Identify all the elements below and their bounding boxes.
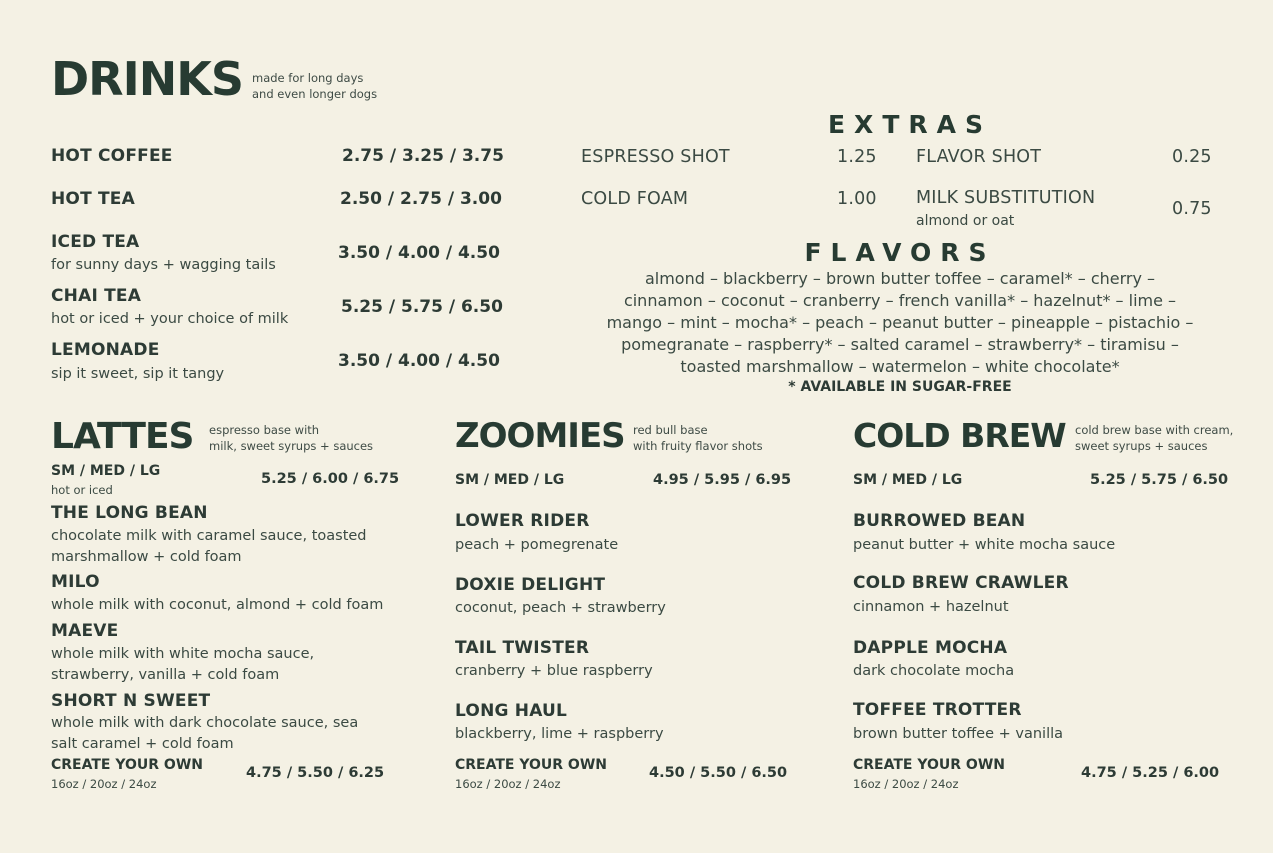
menu-item-name: DAPPLE MOCHA [853, 638, 1008, 658]
menu-item-price: 5.25 / 5.75 / 6.50 [341, 297, 503, 317]
section-price: 5.25 / 6.00 / 6.75 [261, 471, 400, 487]
coldbrew-title: COLD BREW [853, 416, 1066, 455]
menu-item-desc: coconut, peach + strawberry [455, 600, 666, 616]
menu-item-desc: peanut butter + white mocha sauce [853, 537, 1116, 553]
menu-item-name: HOT TEA [51, 189, 135, 209]
create-your-own-label: CREATE YOUR OWN [853, 757, 1005, 773]
tagline-line: cold brew base with cream, [1075, 423, 1234, 437]
menu-item-desc: whole milk with coconut, almond + cold foam [51, 597, 384, 613]
menu-item-desc: hot or iced + your choice of milk [51, 311, 289, 327]
desc-line: salt caramel + cold foam [51, 736, 234, 752]
extra-price: 0.25 [1172, 147, 1212, 167]
size-label: SM / MED / LG [455, 472, 565, 488]
extra-note: almond or oat [916, 213, 1015, 229]
section-price: 5.25 / 5.75 / 6.50 [1090, 472, 1229, 488]
tagline-line: espresso base with [209, 423, 320, 437]
create-your-own-label: CREATE YOUR OWN [51, 757, 203, 773]
menu-item-name: THE LONG BEAN [51, 503, 208, 523]
extra-price: 0.75 [1172, 199, 1212, 219]
flavors-line: almond – blackberry – brown butter toffee – caramel* – cherry – [644, 269, 1156, 288]
create-your-own-sizes: 16oz / 20oz / 24oz [51, 777, 157, 791]
create-your-own-label: CREATE YOUR OWN [455, 757, 607, 773]
flavors-list [560, 268, 1240, 378]
tagline-line: red bull base [633, 423, 708, 437]
desc-line: whole milk with white mocha sauce, [51, 646, 315, 662]
desc-line: whole milk with dark chocolate sauce, sea [51, 715, 359, 731]
menu-item-name: LONG HAUL [455, 701, 568, 721]
menu-item-desc: blackberry, lime + raspberry [455, 726, 664, 742]
size-label: SM / MED / LG [51, 463, 161, 479]
coldbrew-tagline [1075, 422, 1233, 454]
create-your-own-sizes: 16oz / 20oz / 24oz [455, 777, 561, 791]
menu-item-name: CHAI TEA [51, 286, 142, 306]
create-your-own-price: 4.75 / 5.25 / 6.00 [1081, 765, 1220, 781]
menu-item-name: TAIL TWISTER [455, 638, 590, 658]
size-label: SM / MED / LG [853, 472, 963, 488]
menu-item-name: TOFFEE TROTTER [853, 700, 1022, 720]
menu-item-name: LEMONADE [51, 340, 160, 360]
menu-item-desc: sip it sweet, sip it tangy [51, 366, 225, 382]
extra-name: MILK SUBSTITUTION [916, 188, 1096, 208]
menu-item-desc [51, 644, 314, 686]
flavors-line: mango – mint – mocha* – peach – peanut butter – pineapple – pistachio – [606, 313, 1194, 332]
zoomies-title: ZOOMIES [455, 416, 625, 456]
drinks-title: DRINKS [51, 52, 243, 106]
extra-price: 1.25 [837, 147, 877, 167]
menu-item-price: 3.50 / 4.00 / 4.50 [338, 351, 500, 371]
size-note: hot or iced [51, 483, 113, 497]
sugar-free-note: * AVAILABLE IN SUGAR-FREE [788, 379, 1012, 395]
create-your-own-sizes: 16oz / 20oz / 24oz [853, 777, 959, 791]
menu-item-name: LOWER RIDER [455, 511, 590, 531]
flavors-line: toasted marshmallow – watermelon – white chocolate* [680, 357, 1120, 376]
flavors-line: cinnamon – coconut – cranberry – french vanilla* – hazelnut* – lime – [623, 291, 1177, 310]
menu-item-desc: cranberry + blue raspberry [455, 663, 653, 679]
lattes-title: LATTES [51, 416, 194, 457]
menu-item-name: COLD BREW CRAWLER [853, 573, 1069, 593]
menu-item-name: DOXIE DELIGHT [455, 575, 606, 595]
menu-item-name: MAEVE [51, 621, 119, 641]
menu-item-name: BURROWED BEAN [853, 511, 1026, 531]
desc-line: strawberry, vanilla + cold foam [51, 667, 280, 683]
zoomies-tagline [633, 422, 763, 454]
menu-item-name: ICED TEA [51, 232, 140, 252]
flavors-line: pomegranate – raspberry* – salted caramel – strawberry* – tiramisu – [621, 335, 1179, 354]
menu-item-name: SHORT N SWEET [51, 691, 211, 711]
tagline-line: sweet syrups + sauces [1075, 439, 1208, 453]
extras-title: EXTRAS [827, 110, 992, 139]
section-price: 4.95 / 5.95 / 6.95 [653, 472, 792, 488]
menu-item-desc [51, 526, 367, 568]
menu-item-price: 2.75 / 3.25 / 3.75 [342, 146, 504, 166]
extra-price: 1.00 [837, 189, 877, 209]
drinks-tagline [252, 70, 377, 102]
menu-item-name: HOT COFFEE [51, 146, 173, 166]
extra-name: FLAVOR SHOT [916, 147, 1042, 167]
menu-item-price: 3.50 / 4.00 / 4.50 [338, 243, 500, 263]
extra-name: COLD FOAM [581, 189, 689, 209]
menu-item-name: MILO [51, 572, 100, 592]
create-your-own-price: 4.50 / 5.50 / 6.50 [649, 765, 788, 781]
menu-item-desc: dark chocolate mocha [853, 663, 1015, 679]
menu-item-desc [51, 713, 358, 755]
menu-item-desc: peach + pomegrenate [455, 537, 619, 553]
tagline-line: milk, sweet syrups + sauces [209, 439, 374, 453]
tagline-line: with fruity flavor shots [633, 439, 763, 453]
desc-line: marshmallow + cold foam [51, 549, 242, 565]
menu-item-desc: brown butter toffee + vanilla [853, 726, 1064, 742]
desc-line: chocolate milk with caramel sauce, toasted [51, 528, 367, 544]
extra-name: ESPRESSO SHOT [581, 147, 730, 167]
menu-item-price: 2.50 / 2.75 / 3.00 [340, 189, 502, 209]
menu-item-desc: for sunny days + wagging tails [51, 257, 276, 273]
menu-item-desc: cinnamon + hazelnut [853, 599, 1009, 615]
tagline-line: made for long days [252, 71, 364, 85]
flavors-title: FLAVORS [804, 238, 996, 267]
lattes-tagline [209, 422, 373, 454]
create-your-own-price: 4.75 / 5.50 / 6.25 [246, 765, 385, 781]
tagline-line: and even longer dogs [252, 87, 378, 101]
